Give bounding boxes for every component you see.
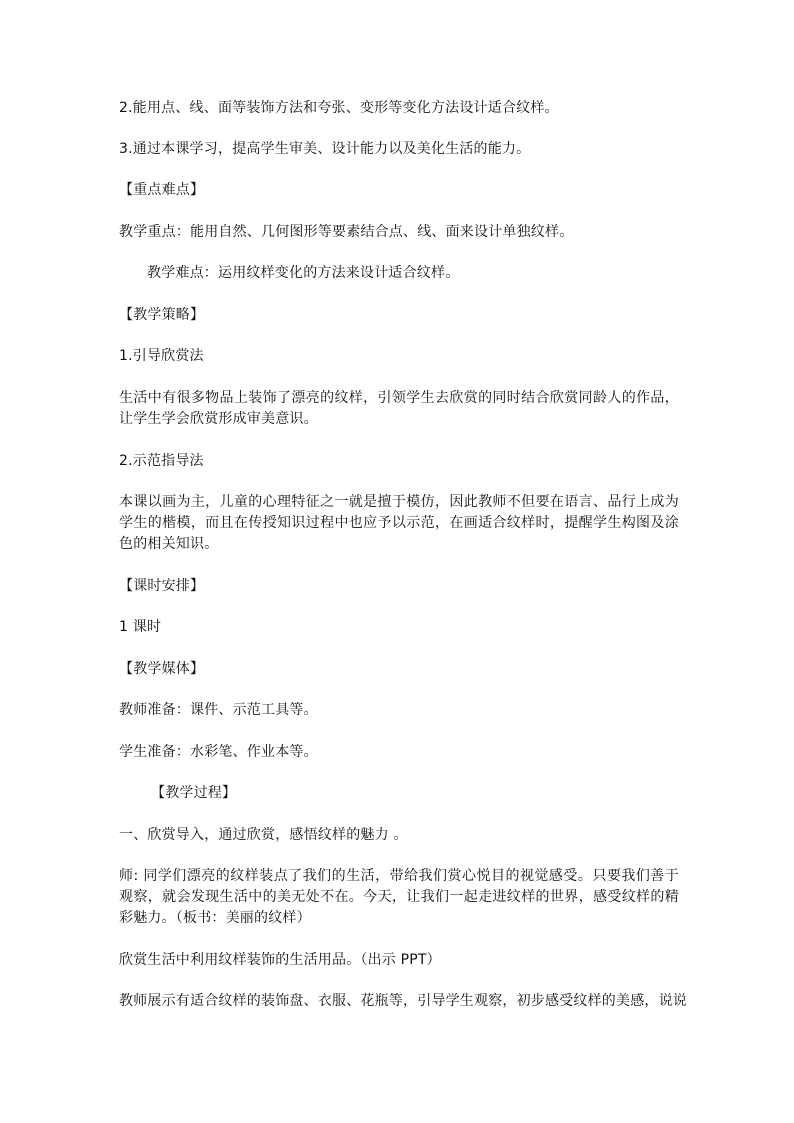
- strategy-method-1-text: 生活中有很多物品上装饰了漂亮的纹样，引领学生去欣赏的同时结合欣赏同龄人的作品，让学生学会欣赏形成审美意识。: [119, 390, 679, 427]
- strategy-method-1-title: 1.引导欣赏法: [119, 348, 204, 364]
- teacher-speech: 师: 同学们漂亮的纹样装点了我们的生活，带给我们赏心悦目的视觉感受。只要我们善于观察，就会发现生活中的美无处不在。今天，让我们一起走进纹样的世界，感受纹样的精彩魅力。（板书：美丽的纹样）: [119, 868, 679, 926]
- section-heading-process: 【教学过程】: [151, 785, 237, 801]
- objective-2: 2.能用点、线、面等装饰方法和夸张、变形等变化方法设计适合纹样。: [119, 100, 559, 116]
- teaching-focus: 教学重点：能用自然、几何图形等要素结合点、线、面来设计单独纹样。: [119, 224, 574, 240]
- teaching-difficulty: 教学难点：运用纹样变化的方法来设计适合纹样。: [147, 265, 460, 281]
- schedule-text: 1 课时: [119, 619, 162, 635]
- section-heading-media: 【教学媒体】: [119, 661, 205, 677]
- strategy-method-2-title: 2.示范指导法: [119, 453, 204, 469]
- section-heading-key-points: 【重点难点】: [119, 182, 205, 198]
- process-step-1: 一、欣赏导入，通过欣赏，感悟纹样的魅力 。: [119, 827, 408, 843]
- section-heading-schedule: 【课时安排】: [119, 578, 205, 594]
- media-teacher: 教师准备：课件、示范工具等。: [119, 702, 318, 718]
- objective-3: 3.通过本课学习，提高学生审美、设计能力以及美化生活的能力。: [119, 141, 531, 157]
- strategy-method-2-text: 本课以画为主，儿童的心理特征之一就是擅于模仿，因此教师不但要在语言、品行上成为学生的楷模，而且在传授知识过程中也应予以示范，在画适合纹样时，提醒学生构图及涂色的相关知识。: [119, 494, 679, 552]
- section-heading-strategy: 【教学策略】: [119, 307, 205, 323]
- media-student: 学生准备：水彩笔、作业本等。: [119, 744, 318, 760]
- appreciate-items: 欣赏生活中利用纹样装饰的生活用品。（出示 PPT）: [119, 952, 441, 968]
- teacher-display: 教师展示有适合纹样的装饰盘、衣服、花瓶等，引导学生观察，初步感受纹样的美感，说说: [119, 993, 687, 1009]
